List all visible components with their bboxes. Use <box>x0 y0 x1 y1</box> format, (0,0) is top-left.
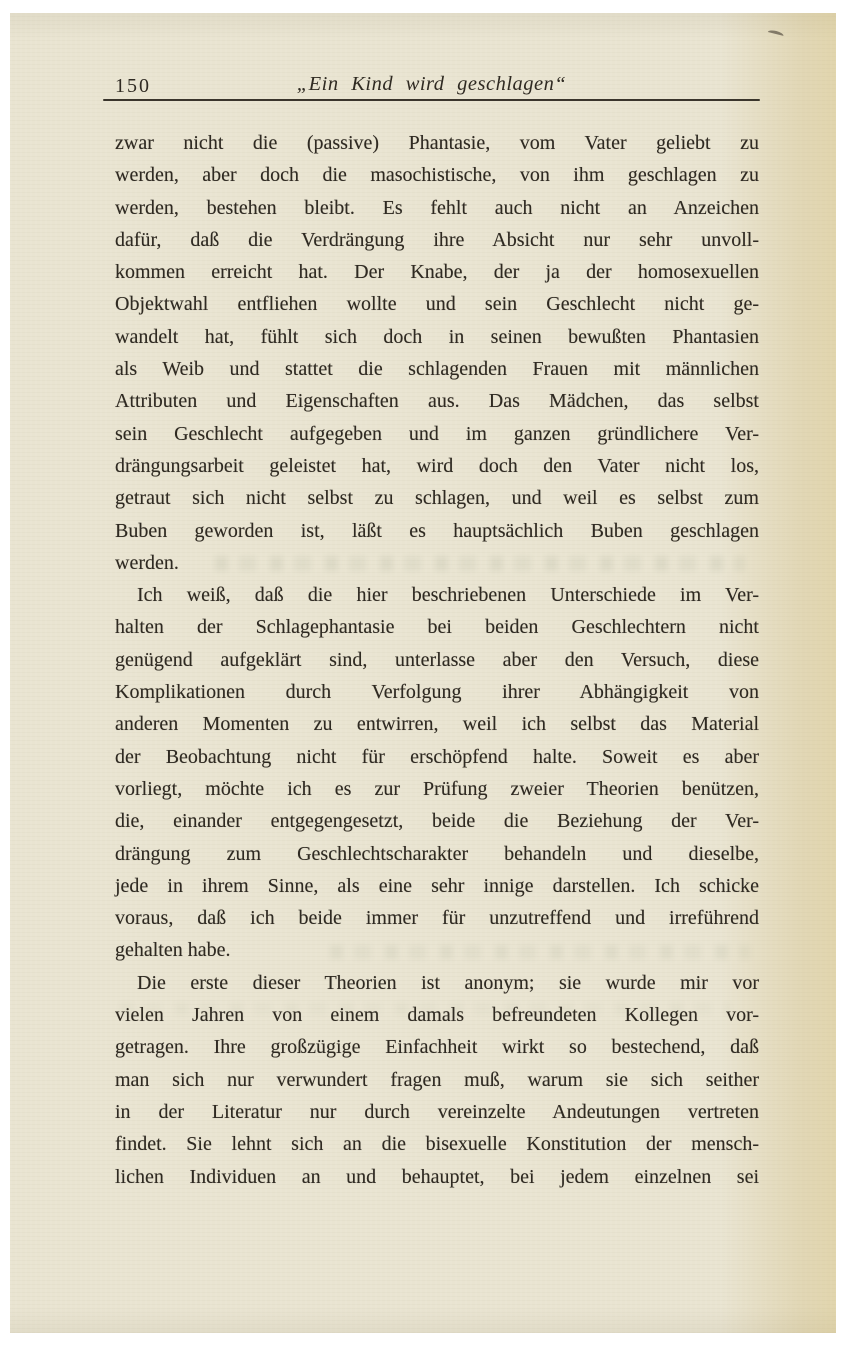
text-line: lichen Individuen an und behauptet, bei jedem einzelnen sei <box>115 1165 759 1188</box>
body-text <box>115 127 759 1193</box>
page-number: 150 <box>115 75 151 97</box>
paragraph <box>115 967 759 1193</box>
paragraph <box>115 579 759 967</box>
text-line: vielen Jahren von einem damals befreundeten Kollegen vor- <box>115 1004 759 1027</box>
text-line: halten der Schlagephantasie bei beiden Geschlechtern nicht <box>115 616 759 639</box>
text-line: werden, bestehen bleibt. Es fehlt auch nicht an Anzeichen <box>115 196 759 219</box>
text-line: anderen Momenten zu entwirren, weil ich selbst das Material <box>115 713 759 736</box>
text-line: Ich weiß, daß die hier beschriebenen Unterschiede im Ver- <box>137 584 759 607</box>
running-title: „Ein Kind wird geschlagen“ <box>296 73 567 95</box>
text-line: Die erste dieser Theorien ist anonym; sie wurde mir vor <box>137 971 759 994</box>
header-rule <box>103 99 760 101</box>
text-line: Attributen und Eigenschaften aus. Das Mädchen, das selbst <box>115 390 759 413</box>
scan-speck-artifact <box>768 29 784 36</box>
text-line: genügend aufgeklärt sind, unterlasse aber den Versuch, diese <box>115 648 759 671</box>
paragraph <box>115 127 759 579</box>
text-line: Komplikationen durch Verfolgung ihrer Abhängigkeit von <box>115 681 759 704</box>
text-line: getragen. Ihre großzügige Einfachheit wirkt so bestechend, daß <box>115 1036 759 1059</box>
text-line: werden. <box>115 551 179 574</box>
text-line: jede in ihrem Sinne, als eine sehr innige darstellen. Ich schicke <box>115 874 759 897</box>
text-line: als Weib und stattet die schlagenden Frauen mit männlichen <box>115 358 759 381</box>
text-line: getraut sich nicht selbst zu schlagen, und weil es selbst zum <box>115 487 759 510</box>
text-line: wandelt hat, fühlt sich doch in seinen bewußten Phantasien <box>115 325 759 348</box>
text-line: gehalten habe. <box>115 939 231 962</box>
text-line: sein Geschlecht aufgegeben und im ganzen gründlichere Ver- <box>115 422 759 445</box>
text-line: dafür, daß die Verdrängung ihre Absicht nur sehr unvoll- <box>115 228 759 251</box>
text-line: Buben geworden ist, läßt es hauptsächlich Buben geschlagen <box>115 519 759 542</box>
text-line: der Beobachtung nicht für erschöpfend halte. Soweit es aber <box>115 745 759 768</box>
text-line: vorliegt, möchte ich es zur Prüfung zweier Theorien benützen, <box>115 777 759 800</box>
text-line: drängung zum Geschlechtscharakter behandeln und dieselbe, <box>115 842 759 865</box>
text-line: voraus, daß ich beide immer für unzutreffend und irreführend <box>115 907 759 930</box>
text-line: zwar nicht die (passive) Phantasie, vom Vater geliebt zu <box>115 132 759 154</box>
scanned-book-page <box>10 13 836 1333</box>
text-line: man sich nur verwundert fragen muß, warum sie sich seither <box>115 1068 759 1091</box>
text-line: Objektwahl entfliehen wollte und sein Geschlecht nicht ge- <box>115 293 759 316</box>
text-line: werden, aber doch die masochistische, von ihm geschlagen zu <box>115 164 759 187</box>
text-line: in der Literatur nur durch vereinzelte Andeutungen vertreten <box>115 1100 759 1123</box>
text-line: drängungsarbeit geleistet hat, wird doch den Vater nicht los, <box>115 454 759 477</box>
text-line: findet. Sie lehnt sich an die bisexuelle Konstitution der mensch- <box>115 1133 759 1156</box>
text-line: die, einander entgegengesetzt, beide die Beziehung der Ver- <box>115 810 759 833</box>
text-line: kommen erreicht hat. Der Knabe, der ja der homosexuellen <box>115 261 759 284</box>
